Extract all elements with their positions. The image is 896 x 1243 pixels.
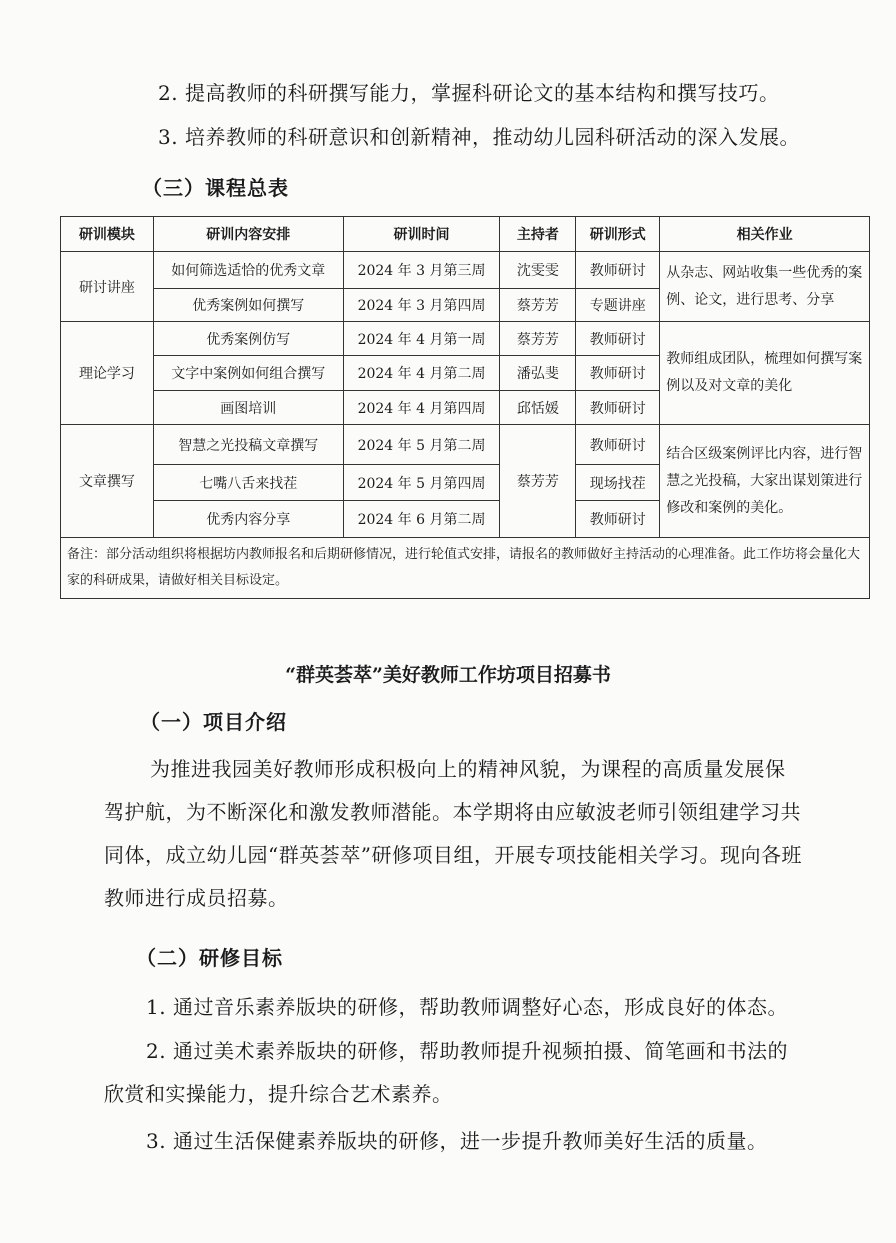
time-cell: 2024 年 3 月第四周 xyxy=(343,289,500,322)
time-cell: 2024 年 4 月第四周 xyxy=(343,391,500,425)
goal-item-2: 2. 通过美术素养版块的研修，帮助教师提升视频拍摄、简笔画和书法的欣赏和实操能力，提升综合艺术素养。 xyxy=(104,1039,788,1106)
content-cell: 优秀内容分享 xyxy=(153,501,343,538)
form-cell: 教师研讨 xyxy=(576,252,660,289)
goal-item-2: 2. 提高教师的科研撰写能力，掌握科研论文的基本结构和撰写技巧。 xyxy=(158,81,780,105)
table-note: 备注：部分活动组织将根据坊内教师报名和后期研修情况，进行轮值式安排，请报名的教师做好主持活动的心理准备。此工作坊将会量化大家的科研成果，请做好相关目标设定。 xyxy=(61,538,870,599)
host-cell: 邱恬媛 xyxy=(500,391,576,425)
table-row xyxy=(61,425,870,465)
header-module: 研训模块 xyxy=(61,217,154,252)
form-cell: 教师研讨 xyxy=(576,356,660,391)
content-cell: 优秀案例如何撰写 xyxy=(153,289,343,322)
table-row xyxy=(61,322,870,356)
host-cell: 潘弘斐 xyxy=(500,356,576,391)
content-cell: 七嘴八舌来找茬 xyxy=(153,465,343,501)
form-cell: 教师研讨 xyxy=(576,425,660,465)
table-row xyxy=(61,252,870,289)
table-header-row xyxy=(61,217,870,252)
module-cell: 理论学习 xyxy=(61,322,154,425)
time-cell: 2024 年 4 月第一周 xyxy=(343,322,500,356)
form-cell: 教师研讨 xyxy=(576,391,660,425)
form-cell: 现场找茬 xyxy=(576,465,660,501)
goal-item-3: 3. 培养教师的科研意识和创新精神，推动幼儿园科研活动的深入发展。 xyxy=(158,125,800,149)
header-homework: 相关作业 xyxy=(660,217,870,252)
time-cell: 2024 年 4 月第二周 xyxy=(343,356,500,391)
time-cell: 2024 年 6 月第二周 xyxy=(343,501,500,538)
host-cell: 蔡芳芳 xyxy=(500,425,576,538)
document-title: “群英荟萃”美好教师工作坊项目招募书 xyxy=(285,664,611,686)
content-cell: 智慧之光投稿文章撰写 xyxy=(153,425,343,465)
header-time: 研训时间 xyxy=(343,217,500,252)
intro-paragraph: 为推进我园美好教师形成积极向上的精神风貌，为课程的高质量发展保驾护航，为不断深化和激发教师潜能。本学期将由应敏波老师引领组建学习共同体，成立幼儿园“群英荟萃”研修项目组，开展专项技能相关学习。现向各班教师进行成员招募。 xyxy=(104,757,802,910)
module-cell: 文章撰写 xyxy=(61,425,154,538)
section-heading-goals: （二）研修目标 xyxy=(136,946,283,970)
form-cell: 教师研讨 xyxy=(576,322,660,356)
content-cell: 优秀案例仿写 xyxy=(153,322,343,356)
content-cell: 如何筛选适恰的优秀文章 xyxy=(153,252,343,289)
form-cell: 教师研讨 xyxy=(576,501,660,538)
header-host: 主持者 xyxy=(500,217,576,252)
section-heading-course-table: （三）课程总表 xyxy=(142,176,289,200)
module-cell: 研讨讲座 xyxy=(61,252,154,322)
course-table xyxy=(60,216,870,599)
host-cell: 沈雯雯 xyxy=(500,252,576,289)
form-cell: 专题讲座 xyxy=(576,289,660,322)
host-cell: 蔡芳芳 xyxy=(500,289,576,322)
table-note-row xyxy=(61,538,870,599)
section-heading-intro: （一）项目介绍 xyxy=(140,710,287,734)
goal-item-3: 3. 通过生活保健素养版块的研修，进一步提升教师美好生活的质量。 xyxy=(146,1129,768,1153)
time-cell: 2024 年 5 月第四周 xyxy=(343,465,500,501)
homework-cell: 教师组成团队，梳理如何撰写案例以及对文章的美化 xyxy=(660,322,870,425)
content-cell: 画图培训 xyxy=(153,391,343,425)
time-cell: 2024 年 5 月第二周 xyxy=(343,425,500,465)
header-form: 研训形式 xyxy=(576,217,660,252)
homework-cell: 结合区级案例评比内容，进行智慧之光投稿，大家出谋划策进行修改和案例的美化。 xyxy=(660,425,870,538)
time-cell: 2024 年 3 月第三周 xyxy=(343,252,500,289)
goal-item-1: 1. 通过音乐素养版块的研修，帮助教师调整好心态，形成良好的体态。 xyxy=(146,995,788,1019)
header-content: 研训内容安排 xyxy=(153,217,343,252)
host-cell: 蔡芳芳 xyxy=(500,322,576,356)
homework-cell: 从杂志、网站收集一些优秀的案例、论文，进行思考、分享 xyxy=(660,252,870,322)
content-cell: 文字中案例如何组合撰写 xyxy=(153,356,343,391)
